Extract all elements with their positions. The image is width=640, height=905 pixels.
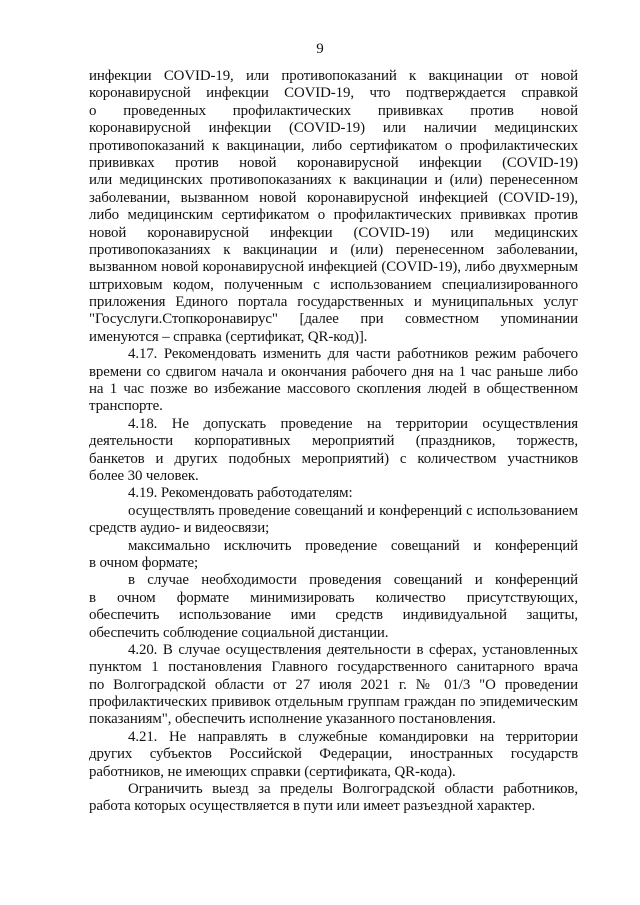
text-line: 4.19. Рекомендовать работодателям: bbox=[128, 485, 353, 502]
text-line: транспорте. bbox=[89, 398, 163, 415]
text-line: осуществлять проведение совещаний и конференций с использованием bbox=[128, 502, 578, 519]
text-line: профилактических прививок отдельным группам граждан по эпидемическим bbox=[89, 694, 578, 711]
text-line: 4.17. Рекомендовать изменить для части работников режим рабочего bbox=[128, 346, 578, 363]
text-line: инфекции COVID-19, или противопоказаний к вакцинации от новой bbox=[89, 68, 578, 84]
text-line: прививках против новой коронавирусной инфекции (COVID-19) bbox=[89, 154, 578, 171]
text-line: обеспечить использование ими средств индивидуальной защиты, bbox=[89, 607, 578, 624]
paragraph-p-4-19-a bbox=[89, 503, 578, 538]
text-line: более 30 человек. bbox=[89, 467, 199, 484]
paragraph-p-4-21 bbox=[89, 729, 578, 781]
text-line: 4.20. В случае осуществления деятельности в сферах, установленных bbox=[128, 641, 578, 658]
text-line: новой коронавирусной инфекции (COVID-19) или медицинских bbox=[89, 224, 578, 241]
text-line: обеспечить соблюдение социальной дистанции. bbox=[89, 624, 389, 641]
text-line: в очном формате минимизировать количество присутствующих, bbox=[89, 589, 578, 606]
text-line: в очном формате; bbox=[89, 554, 199, 571]
text-line: коронавирусной инфекции COVID-19, что подтверждается справкой bbox=[89, 85, 578, 102]
paragraph-p-4-19-c bbox=[89, 572, 578, 642]
text-line: противопоказаниях к вакцинации и (или) перенесенном заболевании, bbox=[89, 241, 578, 258]
paragraph-p-continued bbox=[89, 68, 578, 346]
text-line: в случае необходимости проведения совещаний и конференций bbox=[128, 572, 578, 589]
text-line: максимально исключить проведение совещаний и конференций bbox=[128, 537, 578, 554]
text-line: приложения Единого портала государственных и муниципальных услуг bbox=[89, 294, 578, 311]
text-line: вызванном новой коронавирусной инфекцией (COVID-19), либо двухмерным bbox=[89, 259, 578, 276]
text-line: коронавирусной инфекции (COVID-19) или наличии медицинских bbox=[89, 120, 578, 137]
paragraph-p-4-19-b bbox=[89, 538, 578, 573]
text-line: времени со сдвигом начала и окончания рабочего дня на 1 час раньше либо bbox=[89, 363, 578, 380]
text-line: о проведенных профилактических прививках против новой bbox=[89, 102, 578, 119]
document-body bbox=[89, 68, 578, 816]
text-line: штриховым кодом, полученным с использованием специализированного bbox=[89, 276, 578, 293]
text-line: средств аудио- и видеосвязи; bbox=[89, 520, 270, 537]
text-line: показаниям", обеспечить исполнение указанного постановления. bbox=[89, 711, 496, 728]
text-line: по Волгоградской области от 27 июля 2021 г. № 01/3 "О проведении bbox=[89, 676, 578, 693]
text-line: заболевании, вызванном новой коронавирусной инфекцией (COVID-19), bbox=[89, 189, 578, 206]
page-number: 9 bbox=[316, 41, 324, 57]
text-line: 4.21. Не направлять в служебные командировки на территории bbox=[128, 728, 578, 745]
text-line: именуются – справка (сертификат, QR-код)]. bbox=[89, 328, 368, 345]
paragraph-p-4-18 bbox=[89, 416, 578, 486]
text-line: Ограничить выезд за пределы Волгоградской области работников, bbox=[128, 781, 578, 798]
paragraph-p-4-21-b bbox=[89, 781, 578, 816]
paragraph-p-4-17 bbox=[89, 346, 578, 416]
text-line: работа которых осуществляется в пути или имеет разъездной характер. bbox=[89, 798, 536, 815]
text-line: на 1 час позже во избежание массового скопления людей в общественном bbox=[89, 381, 578, 398]
text-line: деятельности корпоративных мероприятий (праздников, торжеств, bbox=[89, 433, 578, 450]
text-line: банкетов и других подобных мероприятий) с количеством участников bbox=[89, 450, 578, 467]
paragraph-p-4-20 bbox=[89, 642, 578, 729]
text-line: "Госуслуги.Стопкоронавирус" [далее при совместном упоминании bbox=[89, 311, 578, 328]
text-line: или медицинских противопоказаниях к вакцинации и (или) перенесенном bbox=[89, 172, 578, 189]
text-line: противопоказаний к вакцинации, либо сертификатом о профилактических bbox=[89, 137, 578, 154]
text-line: пунктом 1 постановления Главного государственного санитарного врача bbox=[89, 659, 578, 676]
text-line: либо медицинским сертификатом о профилактических прививках против bbox=[89, 207, 578, 224]
paragraph-p-4-19 bbox=[89, 485, 578, 502]
text-line: других субъектов Российской Федерации, иностранных государств bbox=[89, 746, 578, 763]
text-line: работников, не имеющих справки (сертификата, QR-кода). bbox=[89, 763, 456, 780]
text-line: 4.18. Не допускать проведение на территории осуществления bbox=[128, 415, 578, 432]
